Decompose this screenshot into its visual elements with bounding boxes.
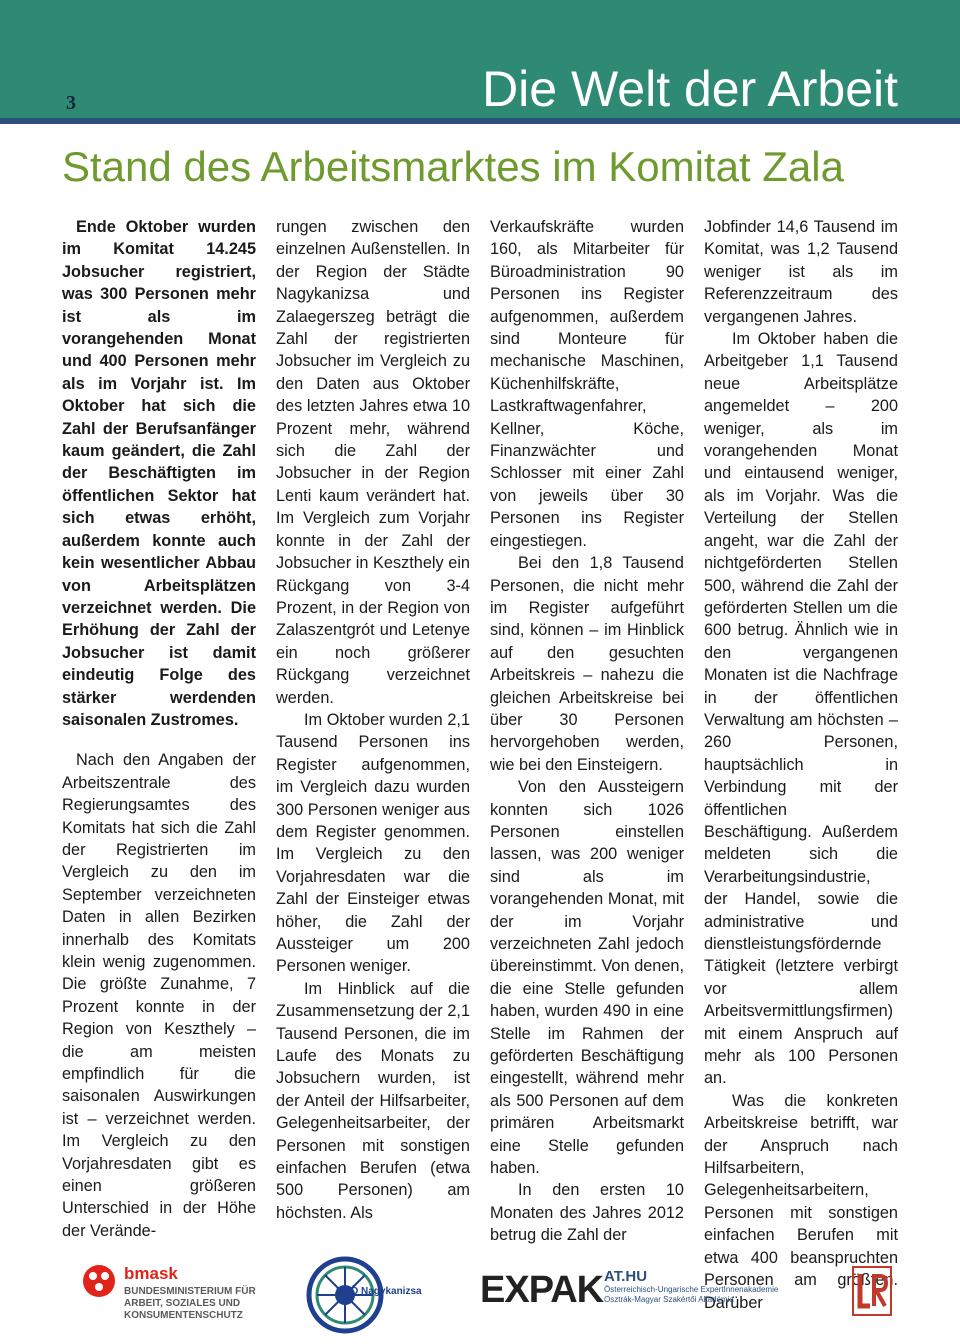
paragraph: Im Hinblick auf die Zusammensetzung der 2,1 Tausend Personen, die im Laufe des Monats zu Jobsuchern wurden, ist der Anteil der Hilfsarbeiter, Gelegenheitsarbeiter, der Personen mit sonstigen einfachen Berufen (etwa 500 Personen) am höchsten. Als: [276, 979, 470, 1222]
athu-logo: [604, 1268, 804, 1312]
paragraph: In den ersten 10 Monaten des Jahres 2012 betrug die Zahl der: [490, 1181, 684, 1245]
text-column-3: [490, 216, 684, 1314]
bmask-logo: [82, 1262, 282, 1332]
text-column-2: [276, 216, 470, 1314]
article-title: Stand des Arbeitsmarktes im Komitat Zala: [62, 143, 844, 190]
expak-text: EXPAK: [480, 1269, 604, 1311]
text-column-4: [704, 216, 898, 1314]
bmask-name: bmask: [124, 1264, 178, 1283]
bmask-logo-icon: [82, 1264, 116, 1298]
athu-lines: Österreichisch-Ungarische ExpertInnenakademie Osztrák-Magyar Szakértői Akadémia: [604, 1285, 779, 1304]
paragraph: Im Oktober haben die Arbeitgeber 1,1 Tausend neue Arbeitsplätze angemeldet – 200 weniger, als im vorangehenden Monat und eintausend weniger, als im Vorjahr. Was die Verteilung der Stellen angeht, war die Zahl der nichtgeförderten Stellen 500, während die Zahl der geförderten Stellen um die 600 betrug. Ähnlich wie in den vergangenen Monaten ist die Nachfrage in der öffentlichen Verwaltung am höchsten – 260 Personen, hauptsächlich in Verbindung mit der öffentlichen Beschäftigung. Außerdem meldeten sich die Verarbeitungsindustrie, der Handel, sowie die administrative und dienstleistungsfördernde Tätigkeit (letztere verbirgt vor allem Arbeitsvermittlungsfirmen) mit einem Anspruch auf mehr als 100 Personen an.: [704, 330, 898, 1088]
bmask-lines: BUNDESMINISTERIUM FÜR ARBEIT, SOZIALES UND KONSUMENTENSCHUTZ: [124, 1286, 256, 1321]
athu-name: AT.HU: [604, 1268, 648, 1285]
expak-logo: [480, 1268, 604, 1312]
rno-logo: [306, 1256, 426, 1334]
page-number: 3: [66, 92, 76, 114]
paragraph: Nach den Angaben der Arbeitszentrale des Regierungsamtes des Komitats hat sich die Zahl der Registrierten im Vergleich zu den im September verzeichneten Daten in allen Bezirken innerhalb des Komitats klein wenig zugenommen. Die größte Zunahme, 7 Prozent konnte in der Region von Keszthely – die am meisten empfindlich für die saisonalen Auswirkungen ist – verzeichnet werden. Im Vergleich zu den Vorjahresdaten gibt es einen größeren Unterschied in der Höhe der Verände-: [62, 751, 256, 1240]
paragraph: Bei den 1,8 Tausend Personen, die nicht mehr im Register aufgeführt sind, können – im Hinblick auf den gesuchten Arbeitskreis – nahezu die gleichen Arbeitskreise bei über 30 Personen hervorgehoben werden, wie bei den Einsteigern.: [490, 554, 684, 774]
paragraph: Verkaufskräfte wurden 160, als Mitarbeiter für Büroadministration 90 Personen ins Register aufgenommen, außerdem sind Monteure für mechanische Maschinen, Küchenhilfskräfte, Lastkraftwagenfahrer, Kellner, Köche, Finanzwächter und Schlosser mit einer Zahl von jeweils über 30 Personen ins Register eingestiegen.: [490, 218, 684, 550]
paragraph: Was die konkreten Arbeitskreise betrifft, war der Anspruch nach Hilfsarbeitern, Gelegenheitsarbeitern, Personen mit sonstigen einfachen Berufen mit etwa 400 beanspruchten Personen am größten. Darüber: [704, 1091, 898, 1312]
sponsor-logos: [0, 1246, 960, 1344]
paragraph: rungen zwischen den einzelnen Außenstellen. In der Region der Städte Nagykanizsa und Zalaegerszeg beträgt die Zahl der registrierten Jobsucher im Vergleich zu den Daten aus Oktober des letzten Jahres etwa 10 Prozent mehr, während sich die Zahl der Jobsucher in der Region Lenti kaum verändert hat. Im Vergleich zum Vorjahr konnte in der Zahl der Jobsucher in Keszthely ein Rückgang von 3-4 Prozent, in der Region von Zalaszentgrót und Letenye ein noch größerer Rückgang verzeichnet werden.: [276, 218, 470, 707]
header-rule: [0, 118, 960, 124]
section-title: Die Welt der Arbeit: [482, 61, 898, 117]
paragraph: Von den Aussteigern konnten sich 1026 Personen einstellen lassen, was 200 weniger sind als im vorangehenden Monat, mit der im Vorjahr verzeichneten Zahl jedoch übereinstimmt. Von denen, die eine Stelle gefunden haben, wurden 490 in eine Stelle im Rahmen der geförderten Beschäftigung eingestellt, während mehr als 500 Personen auf dem primären Arbeitsmarkt eine Stelle gefunden haben.: [490, 778, 684, 1178]
lr-logo: [852, 1266, 892, 1316]
paragraph: Ende Oktober wurden im Komitat 14.245 Jobsucher registriert, was 300 Personen mehr ist als im vorangehenden Monat und 400 Personen mehr als im Vorjahr ist. Im Oktober hat sich die Zahl der Berufsanfänger kaum geändert, die Zahl der Beschäftigten im öffentlichen Sektor hat sich etwas erhöht, außerdem konnte auch kein wesentlicher Abbau von Arbeitsplätzen verzeichnet werden. Die Erhöhung der Zahl der Jobsucher ist damit eindeutig Folge des stärker werdenden saisonalen Zustromes.: [62, 218, 256, 729]
paragraph: Jobfinder 14,6 Tausend im Komitat, was 1,2 Tausend weniger ist als im Referenzzeitraum des vergangenen Jahres.: [704, 218, 898, 326]
text-column-1: [62, 216, 256, 1314]
lr-logo-icon: [852, 1266, 892, 1316]
paragraph: Im Oktober wurden 2,1 Tausend Personen ins Register aufgenommen, im Vergleich dazu wurden 300 Personen weniger aus dem Register genommen. Im Vergleich zu den Vorjahresdaten war die Zahl der Einsteiger etwas höher, die Zahl der Aussteiger um 200 Personen weniger.: [276, 710, 470, 976]
rno-text: RNÖ Nagykanizsa: [336, 1286, 422, 1297]
